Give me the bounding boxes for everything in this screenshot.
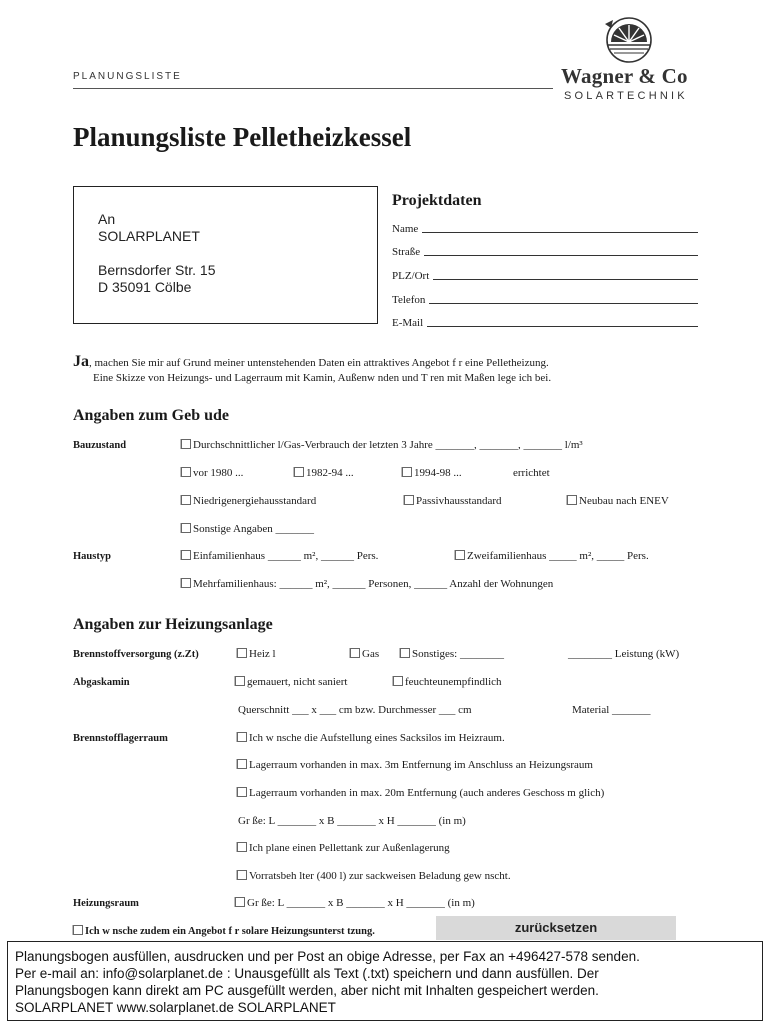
checkbox[interactable] <box>235 676 245 686</box>
reset-button[interactable]: zurücksetzen <box>436 916 676 940</box>
option-label: Sonstiges: ________ <box>412 648 504 660</box>
checkbox[interactable] <box>181 550 191 560</box>
mehrfamilienhaus-option[interactable] <box>181 578 553 590</box>
address-line: Bernsdorfer Str. 15 <box>98 262 216 278</box>
niedrigenergie-option[interactable] <box>181 495 316 507</box>
brennstofflagerraum-label: Brennstofflagerraum <box>73 733 168 744</box>
instructions-line: SOLARPLANET www.solarplanet.de SOLARPLANET <box>15 1000 336 1015</box>
durchschnitt-option[interactable] <box>181 439 583 451</box>
address-line: An <box>98 211 116 227</box>
option-label: Lagerraum vorhanden in max. 3m Entfernung im Anschluss an Heizungsraum <box>249 759 593 771</box>
option-label: Gr ße: L _______ x B _______ x H _______ (in m) <box>247 897 475 909</box>
page-title: Planungsliste Pelletheizkessel <box>73 122 412 152</box>
option-label: Mehrfamilienhaus: ______ m², ______ Personen, ______ Anzahl der Wohnungen <box>193 578 554 590</box>
lagerraum-3m-option[interactable] <box>237 759 593 771</box>
checkbox[interactable] <box>181 523 191 533</box>
checkbox[interactable] <box>402 467 412 477</box>
logo-name: Wagner & Co <box>561 64 688 88</box>
option-label: Ich w nsche die Aufstellung eines Sacksilos im Heizraum. <box>249 732 505 744</box>
option-label: gemauert, nicht saniert <box>247 676 348 688</box>
checkbox[interactable] <box>237 842 247 852</box>
checkbox[interactable] <box>294 467 304 477</box>
querschnitt-field[interactable]: Querschnitt ___ x ___ cm bzw. Durchmesser ___ cm <box>238 704 472 716</box>
telefon-field[interactable] <box>392 290 698 306</box>
address-box <box>73 186 378 324</box>
checkbox[interactable] <box>237 870 247 880</box>
header-divider <box>73 88 553 89</box>
brennstoff-label: Brennstoffversorgung (z.Zt) <box>73 649 199 660</box>
checkbox[interactable] <box>350 648 360 658</box>
y1994-option[interactable] <box>402 467 462 479</box>
option-label: Lagerraum vorhanden in max. 20m Entfernung (auch anderes Geschoss m glich) <box>249 787 605 799</box>
passivhaus-option[interactable] <box>404 495 502 507</box>
instructions-box <box>7 941 763 1021</box>
heizungsraum-label: Heizungsraum <box>73 898 139 909</box>
strasse-field[interactable] <box>392 242 698 258</box>
field-line[interactable] <box>433 279 698 280</box>
neubau-option[interactable] <box>567 495 669 507</box>
field-label: Telefon <box>392 294 426 306</box>
einfamilienhaus-option[interactable] <box>181 550 378 562</box>
projektdaten-heading: Projektdaten <box>392 192 482 209</box>
name-field[interactable] <box>392 219 698 235</box>
logo-subtitle: SOLARTECHNIK <box>564 90 688 102</box>
sonstige-option[interactable] <box>181 523 314 535</box>
instructions-line: Planungsbogen ausfüllen, ausdrucken und per Post an obige Adresse, per Fax an +496427-578 senden. <box>15 949 640 964</box>
option-label: Heiz l <box>249 648 276 660</box>
pellettank-option[interactable] <box>237 842 450 854</box>
option-label: Passivhausstandard <box>416 495 502 507</box>
checkbox[interactable] <box>400 648 410 658</box>
field-label: Name <box>392 223 419 235</box>
checkbox[interactable] <box>181 467 191 477</box>
option-label: Niedrigenergiehausstandard <box>193 495 317 507</box>
field-label: PLZ/Ort <box>392 270 430 282</box>
checkbox[interactable] <box>237 732 247 742</box>
lagerraum-groesse-field[interactable]: Gr ße: L _______ x B _______ x H _______ (in m) <box>238 815 466 827</box>
abgaskamin-label: Abgaskamin <box>73 677 130 688</box>
option-label: Neubau nach ENEV <box>579 495 669 507</box>
leistung-field[interactable]: ________ Leistung (kW) <box>568 648 680 660</box>
instructions-line: Planungsbogen kann direkt am PC ausgefüllt werden, aber nicht mit Inhalten gespeichert werden. <box>15 983 599 998</box>
vor1980-option[interactable] <box>181 467 243 479</box>
checkbox[interactable] <box>237 787 247 797</box>
option-label: Sonstige Angaben _______ <box>193 523 314 535</box>
option-label: Ich plane einen Pellettank zur Außenlagerung <box>249 842 450 854</box>
header-label: PLANUNGSLISTE <box>73 71 182 82</box>
sacksilo-option[interactable] <box>237 732 505 744</box>
option-label: Vorratsbeh lter (400 l) zur sackweisen Beladung gew nscht. <box>249 870 511 882</box>
company-logo <box>555 14 705 104</box>
address-line: D 35091 Cölbe <box>98 279 192 295</box>
intro-line: Eine Skizze von Heizungs- und Lagerraum mit Kamin, Außenw nden und T ren mit Maßen lege ich bei. <box>93 372 552 384</box>
bauzustand-label: Bauzustand <box>73 440 127 451</box>
option-label: Gas <box>362 648 380 660</box>
option-label: Zweifamilienhaus _____ m², _____ Pers. <box>467 550 649 562</box>
checkbox[interactable] <box>181 578 191 588</box>
plz-ort-field[interactable] <box>392 266 698 282</box>
intro-paragraph <box>73 354 551 386</box>
ja-word: Ja <box>73 353 89 370</box>
checkbox[interactable] <box>567 495 577 505</box>
option-label: feuchteunempfindlich <box>405 676 502 688</box>
y1982-option[interactable] <box>294 467 354 479</box>
haustyp-label: Haustyp <box>73 551 111 562</box>
solar-option[interactable] <box>73 925 375 937</box>
checkbox[interactable] <box>393 676 403 686</box>
checkbox[interactable] <box>237 759 247 769</box>
option-label: Ich w nsche zudem ein Angebot f r solare Heizungsunterst tzung. <box>85 926 375 937</box>
option-label: vor 1980 ... <box>193 467 244 479</box>
option-label: 1982-94 ... <box>306 467 354 479</box>
vorratsbehaelter-option[interactable] <box>237 870 511 882</box>
field-line[interactable] <box>427 326 698 327</box>
heizoel-option[interactable] <box>237 648 276 660</box>
email-field[interactable] <box>392 313 698 329</box>
option-label: Durchschnittlicher l/Gas-Verbrauch der letzten 3 Jahre _______, _______, _______ l/m³ <box>193 439 583 451</box>
sonstiges-option[interactable] <box>400 648 504 660</box>
heizungsraum-option[interactable] <box>235 897 475 909</box>
intro-line: , machen Sie mir auf Grund meiner untenstehenden Daten ein attraktives Angebot f r eine Pelletheizung. <box>89 357 549 369</box>
checkbox[interactable] <box>73 925 83 935</box>
gemauert-option[interactable] <box>235 676 348 688</box>
gebaeude-heading: Angaben zum Geb ude <box>73 407 230 424</box>
address-line: SOLARPLANET <box>98 228 200 244</box>
lagerraum-20m-option[interactable] <box>237 787 604 799</box>
checkbox[interactable] <box>235 897 245 907</box>
field-label: E-Mail <box>392 317 424 329</box>
checkbox[interactable] <box>237 648 247 658</box>
field-line[interactable] <box>422 232 698 233</box>
sun-logo-icon <box>599 14 657 66</box>
field-line[interactable] <box>424 255 698 256</box>
field-label: Straße <box>392 246 421 258</box>
instructions-line: Per e-mail an: info@solarplanet.de : Unausgefüllt als Text (.txt) speichern und dann ausfüllen. Der <box>15 966 599 981</box>
feuchteunempfindlich-option[interactable] <box>393 676 502 688</box>
checkbox[interactable] <box>455 550 465 560</box>
option-label: Einfamilienhaus ______ m², ______ Pers. <box>193 550 379 562</box>
errichtet-label: errichtet <box>513 467 550 479</box>
material-field[interactable]: Material _______ <box>572 704 651 716</box>
checkbox[interactable] <box>404 495 414 505</box>
gas-option[interactable] <box>350 648 379 660</box>
checkbox[interactable] <box>181 439 191 449</box>
checkbox[interactable] <box>181 495 191 505</box>
field-line[interactable] <box>429 303 698 304</box>
option-label: 1994-98 ... <box>414 467 462 479</box>
heizung-heading: Angaben zur Heizungsanlage <box>73 616 273 633</box>
zweifamilienhaus-option[interactable] <box>455 550 649 562</box>
